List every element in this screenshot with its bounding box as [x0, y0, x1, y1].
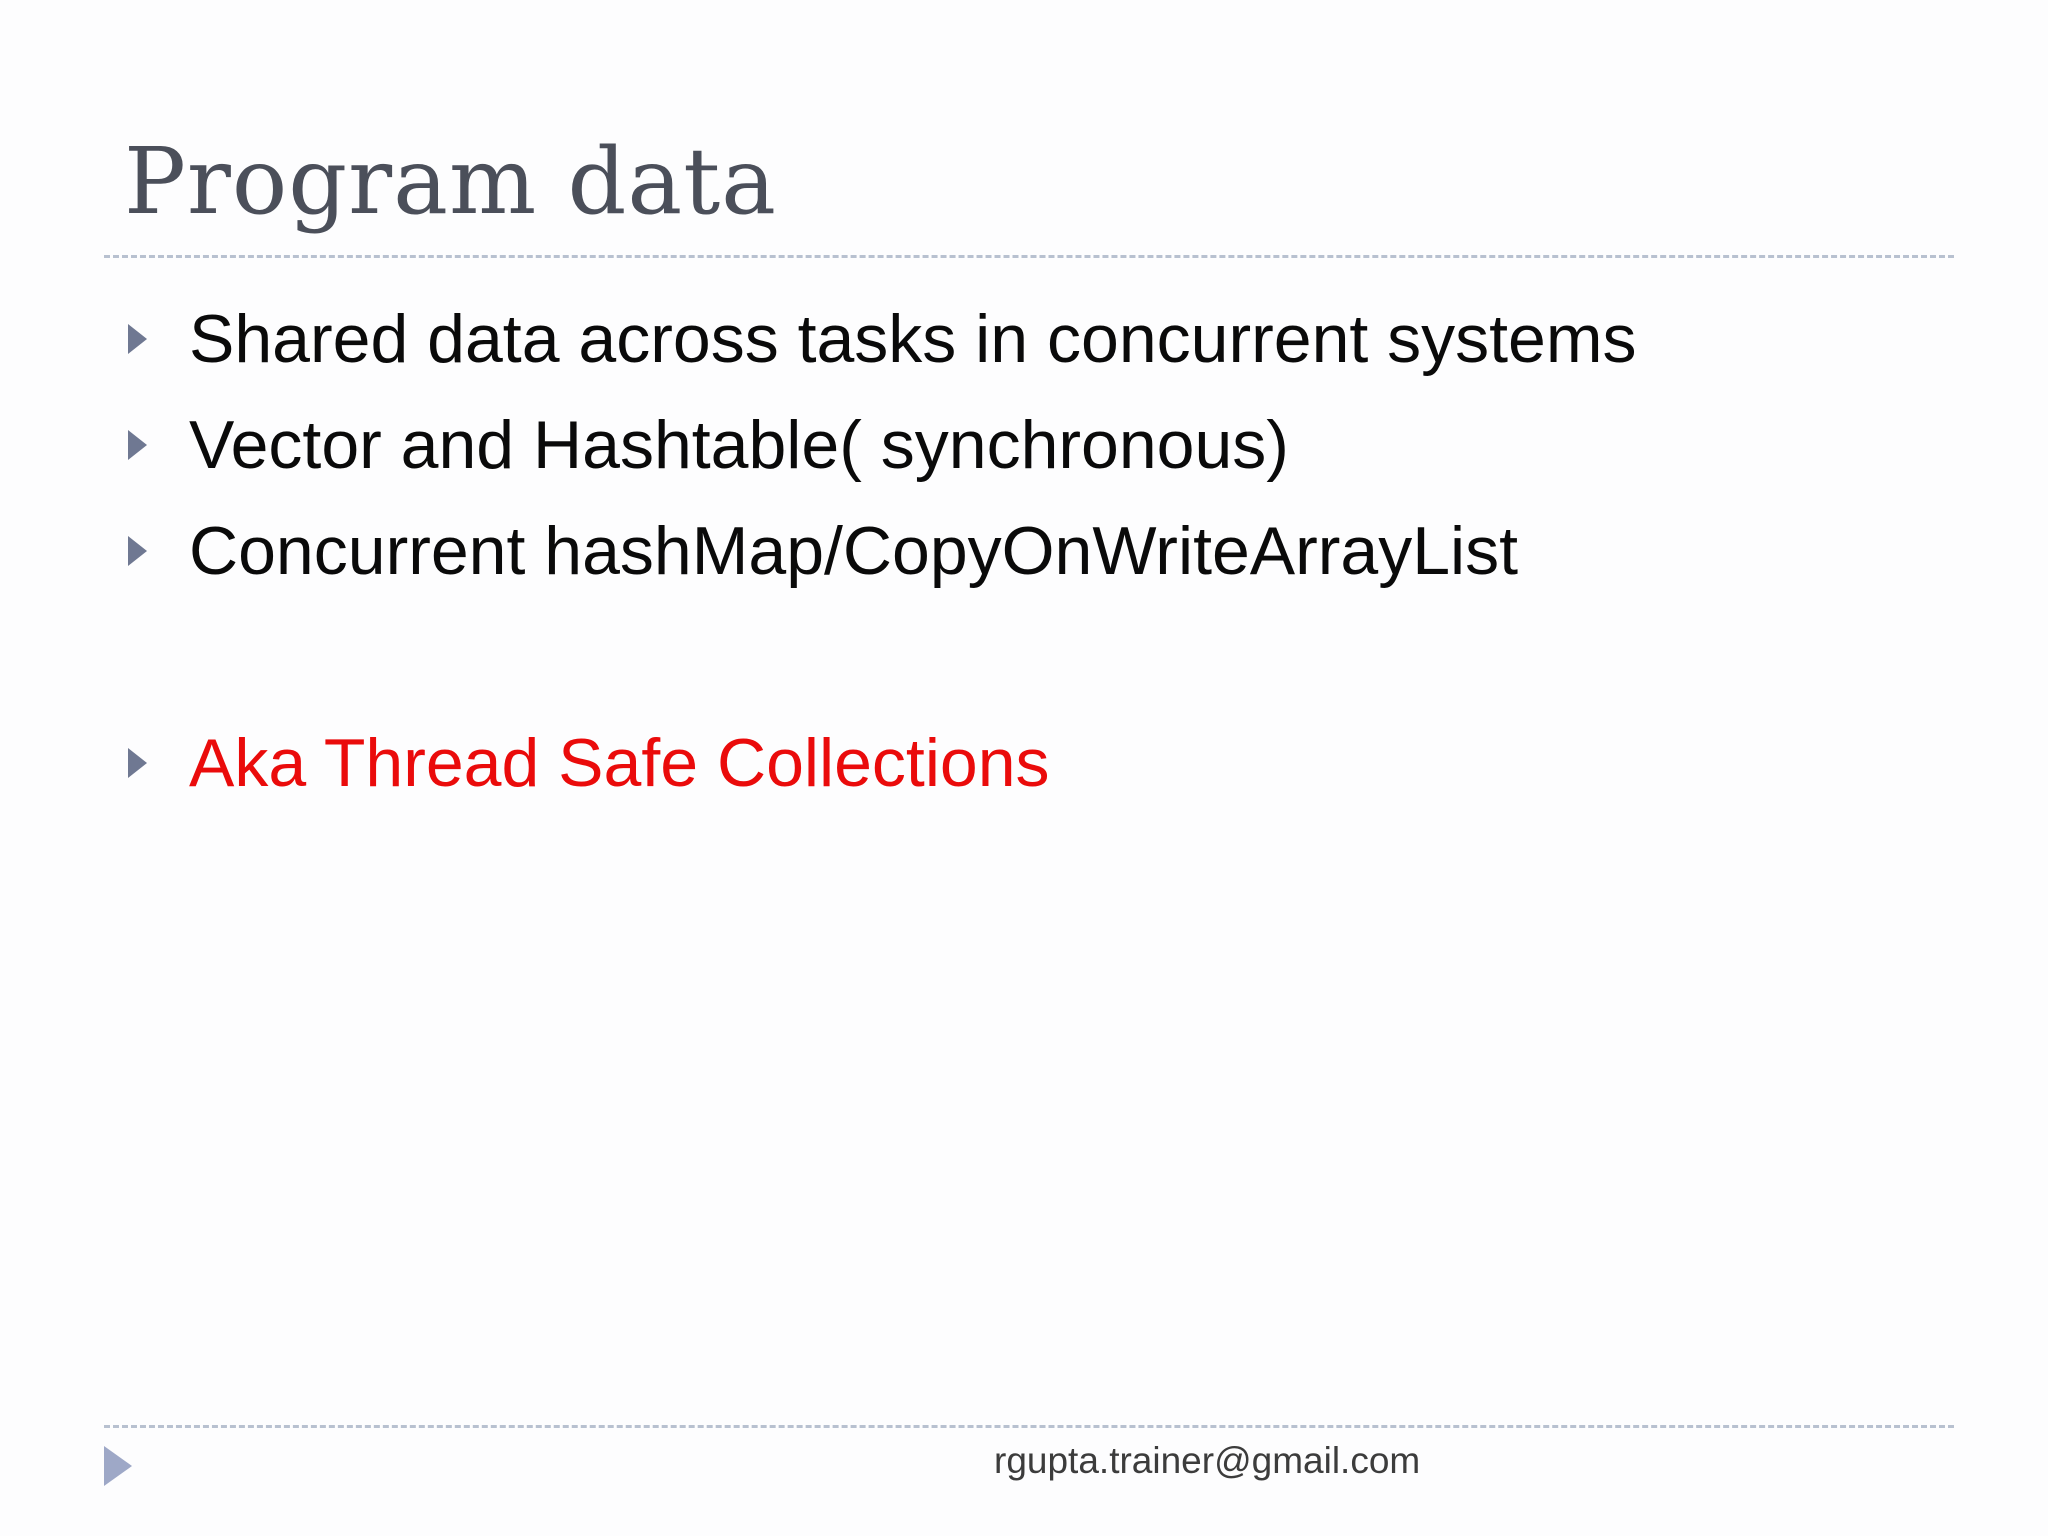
- bullet-text: Vector and Hashtable( synchronous): [189, 407, 1289, 483]
- bullet-text-highlight: Aka Thread Safe Collections: [189, 725, 1050, 801]
- title-divider: [104, 255, 1954, 258]
- slide-title: Program data: [124, 128, 778, 235]
- bullet-arrow-icon: [128, 748, 147, 778]
- footer-arrow-icon: [104, 1446, 132, 1486]
- footer-divider: [104, 1425, 1954, 1428]
- bullet-item: [124, 498, 1637, 604]
- bullet-item: [124, 392, 1637, 498]
- bullet-arrow-icon: [128, 536, 147, 566]
- bullet-text: Shared data across tasks in concurrent systems: [189, 301, 1637, 377]
- bullet-item: [124, 286, 1637, 392]
- bullet-arrow-icon: [128, 430, 147, 460]
- bullet-arrow-icon: [128, 324, 147, 354]
- bullet-list: [124, 286, 1637, 816]
- bullet-text: Concurrent hashMap/CopyOnWriteArrayList: [189, 513, 1519, 589]
- footer-email: rgupta.trainer@gmail.com: [994, 1440, 1421, 1481]
- bullet-item-highlight: [124, 710, 1637, 816]
